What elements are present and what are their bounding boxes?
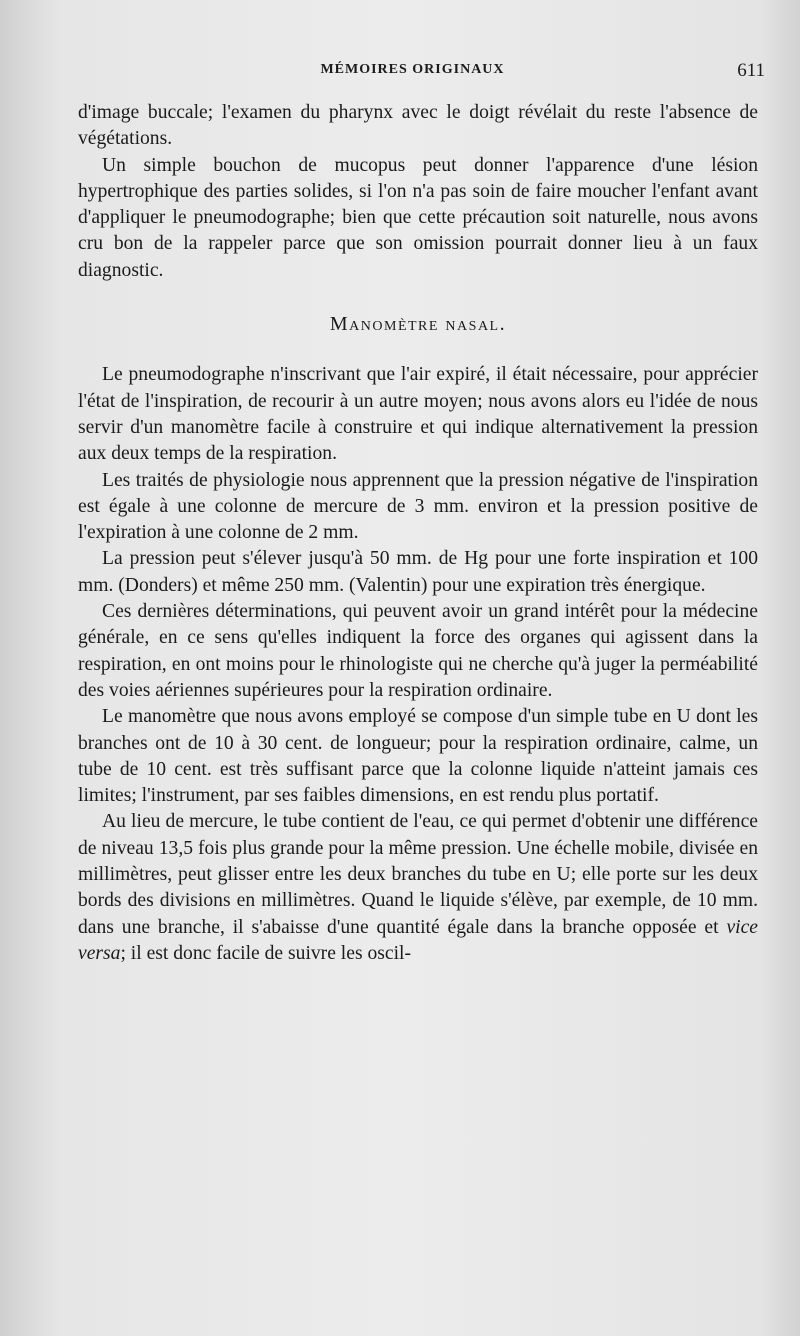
paragraph-2: Un simple bouchon de mucopus peut donner l'apparence d'une lésion hypertrophique des parties solides, si l'on n'a pas soin de faire moucher l'enfant avant d'appliquer le pneumodographe; bien que cette précaution soit naturelle, nous avons cru bon de la rappeler parce que son omission pourrait donner lieu à un faux diagnostic. bbox=[78, 154, 758, 281]
paragraph-6: Ces dernières déterminations, qui peuvent avoir un grand intérêt pour la médecine générale, en ce sens qu'elles indiquent la force des organes qui agissent dans la respiration, en ont moins pour le rhinologiste qui ne cherche qu'à juger la perméabilité des voies aériennes supérieures pour la respiration ordinaire. bbox=[78, 601, 758, 701]
paragraph-5: La pression peut s'élever jusqu'à 50 mm. de Hg pour une forte inspiration et 100 mm. (Donders) et même 250 mm. (Valentin) pour une expiration très énergique. bbox=[78, 548, 758, 596]
paragraph-8 bbox=[78, 809, 758, 967]
page-number: 611 bbox=[737, 60, 765, 81]
paragraph-8-part-b: ; il est donc facile de suivre les oscil- bbox=[120, 942, 412, 964]
paragraph-1: d'image buccale; l'examen du pharynx avec le doigt révélait du reste l'absence de végétations. bbox=[78, 102, 758, 150]
paragraph-7: Le manomètre que nous avons employé se compose d'un simple tube en U dont les branches ont de 10 à 30 cent. de longueur; pour la respiration ordinaire, calme, un tube de 10 cent. est très suffisant parce que la colonne liquide n'atteint jamais ces limites; l'instrument, par ses faibles dimensions, en est rendu plus portatif. bbox=[78, 706, 758, 807]
paragraph-8-part-a: Au lieu de mercure, le tube contient de l'eau, ce qui permet d'obtenir une différence de niveau 13,5 fois plus grande pour la même pression. Une échelle mobile, divisée en millimètres, peut glisser entre les deux branches du tube en U; elle porte sur les deux bords des divisions en millimètres. Quand le liquide s'élève, par exemple, de 10 mm. dans une branche, il s'abaisse d'une quantité égale dans la branche opposée et bbox=[78, 811, 758, 938]
section-heading: Manomètre nasal. bbox=[329, 313, 507, 336]
body-text bbox=[78, 100, 758, 967]
running-title: MÉMOIRES ORIGINAUX bbox=[320, 62, 505, 77]
page-header bbox=[60, 62, 765, 84]
paragraph-4: Les traités de physiologie nous apprennent que la pression négative de l'inspiration est égale à une colonne de mercure de 3 mm. environ et la pression positive de l'expiration à une colonne de 2 mm. bbox=[78, 469, 758, 544]
paragraph-8-italic: vice versa bbox=[78, 916, 758, 964]
paragraph-3: Le pneumodographe n'inscrivant que l'air expiré, il était nécessaire, pour apprécier l'état de l'inspiration, de recourir à un autre moyen; nous avons alors eu l'idée de nous servir d'un manomètre facile à construire et qui indique alternativement la pression aux deux temps de la respiration. bbox=[78, 364, 758, 465]
